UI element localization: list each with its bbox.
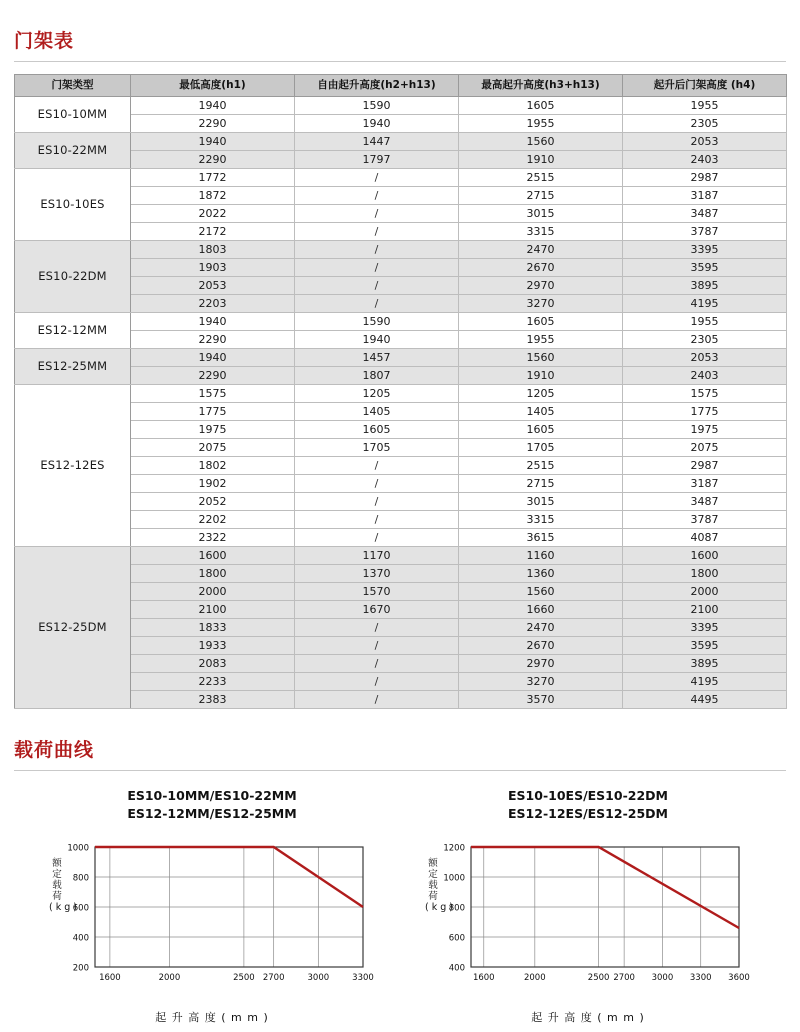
table-row [15, 222, 787, 240]
table-cell: 1670 [295, 600, 459, 618]
table-cell: 2052 [131, 492, 295, 510]
svg-text:3300: 3300 [352, 972, 374, 983]
table-cell: 4087 [623, 528, 787, 546]
chart-1-plot [47, 833, 377, 1003]
table-row [15, 546, 787, 564]
table-cell: 2290 [131, 330, 295, 348]
table-cell: 3395 [623, 240, 787, 258]
table-cell: 1940 [295, 330, 459, 348]
chart-block-1 [24, 787, 400, 1025]
table-cell: 3895 [623, 654, 787, 672]
load-curve-charts [14, 783, 786, 1025]
column-header-free-lift-height: 自由起升高度(h2+h13) [295, 75, 459, 97]
table-cell: / [295, 276, 459, 294]
table-cell: 2515 [459, 168, 623, 186]
table-cell: 2987 [623, 456, 787, 474]
table-cell: 2290 [131, 366, 295, 384]
svg-text:1600: 1600 [99, 972, 121, 983]
table-cell: 1560 [459, 348, 623, 366]
table-cell: 1940 [131, 132, 295, 150]
table-cell: 2100 [131, 600, 295, 618]
table-cell: 2022 [131, 204, 295, 222]
title-divider-2 [14, 770, 786, 771]
table-row [15, 492, 787, 510]
table-row [15, 114, 787, 132]
table-cell: 3595 [623, 636, 787, 654]
table-row [15, 600, 787, 618]
table-cell: 1955 [459, 330, 623, 348]
table-row [15, 420, 787, 438]
svg-text:600: 600 [448, 933, 465, 944]
table-cell: / [295, 240, 459, 258]
svg-text:2000: 2000 [523, 972, 546, 983]
table-cell: 4195 [623, 672, 787, 690]
table-cell: 3270 [459, 294, 623, 312]
table-cell: / [295, 258, 459, 276]
table-cell: 3015 [459, 492, 623, 510]
table-cell: 3615 [459, 528, 623, 546]
table-cell: / [295, 204, 459, 222]
svg-text:3000: 3000 [651, 972, 674, 983]
chart-2-title [508, 787, 668, 823]
table-cell: 3895 [623, 276, 787, 294]
table-cell: 3187 [623, 474, 787, 492]
table-row [15, 348, 787, 366]
table-cell: / [295, 672, 459, 690]
table-cell: 2075 [131, 438, 295, 456]
table-cell: 1205 [295, 384, 459, 402]
table-cell: 1802 [131, 456, 295, 474]
table-cell: 1803 [131, 240, 295, 258]
table-cell: 1600 [131, 546, 295, 564]
svg-text:2000: 2000 [158, 972, 181, 983]
table-cell: 3315 [459, 510, 623, 528]
table-cell: 2383 [131, 690, 295, 708]
mast-table [14, 74, 787, 709]
table-row [15, 168, 787, 186]
svg-text:2700: 2700 [262, 972, 285, 983]
chart-1-svg [47, 833, 377, 1003]
mast-type-cell: ES12-12ES [15, 384, 131, 546]
table-cell: 1800 [131, 564, 295, 582]
table-cell: 2322 [131, 528, 295, 546]
table-row [15, 186, 787, 204]
table-cell: 1457 [295, 348, 459, 366]
page-title-mast-table: 门架表 [14, 30, 75, 52]
table-cell: 1940 [131, 312, 295, 330]
table-cell: 1590 [295, 96, 459, 114]
chart-2-y-axis-label-text: 额 定 载 荷 [428, 857, 438, 902]
table-cell: 1940 [295, 114, 459, 132]
mast-type-cell: ES12-25MM [15, 348, 131, 384]
chart-2-x-axis-label: 起 升 高 度 ( m m ) [531, 1010, 645, 1024]
table-cell: 1570 [295, 582, 459, 600]
table-cell: 1447 [295, 132, 459, 150]
table-row [15, 582, 787, 600]
table-cell: 3787 [623, 222, 787, 240]
svg-text:3000: 3000 [307, 972, 330, 983]
table-row [15, 204, 787, 222]
table-cell: 2202 [131, 510, 295, 528]
table-cell: 1170 [295, 546, 459, 564]
table-row [15, 330, 787, 348]
svg-text:400: 400 [72, 933, 89, 944]
table-cell: 1940 [131, 96, 295, 114]
chart-1-title [127, 787, 296, 823]
chart-2-svg [423, 833, 753, 1003]
table-cell: 1575 [623, 384, 787, 402]
table-cell: 2233 [131, 672, 295, 690]
svg-text:600: 600 [72, 903, 89, 914]
chart-1-y-axis-label [49, 857, 78, 914]
table-cell: 1910 [459, 150, 623, 168]
svg-text:800: 800 [448, 903, 465, 914]
table-cell: / [295, 618, 459, 636]
table-row [15, 690, 787, 708]
table-cell: 2305 [623, 114, 787, 132]
table-cell: 3270 [459, 672, 623, 690]
chart-1-y-axis-label-text: 额 定 载 荷 [52, 857, 62, 902]
table-row [15, 402, 787, 420]
table-cell: 1797 [295, 150, 459, 168]
table-row [15, 240, 787, 258]
chart-2-y-axis-unit: ( k g ) [425, 901, 454, 913]
table-cell: / [295, 294, 459, 312]
column-header-extended-mast-height: 起升后门架高度 (h4) [623, 75, 787, 97]
table-cell: 1903 [131, 258, 295, 276]
table-row [15, 150, 787, 168]
chart-1-title-line-2: ES12-12MM/ES12-25MM [127, 805, 297, 821]
column-header-mast-type: 门架类型 [15, 75, 131, 97]
table-row [15, 438, 787, 456]
table-cell: 2987 [623, 168, 787, 186]
table-row [15, 474, 787, 492]
table-cell: 2670 [459, 258, 623, 276]
svg-text:3600: 3600 [728, 972, 750, 983]
table-cell: 1955 [623, 312, 787, 330]
table-cell: / [295, 654, 459, 672]
chart-2-plot [423, 833, 753, 1003]
table-row [15, 96, 787, 114]
table-row [15, 312, 787, 330]
table-cell: 1560 [459, 582, 623, 600]
column-header-min-height: 最低高度(h1) [131, 75, 295, 97]
table-cell: 3487 [623, 204, 787, 222]
table-cell: / [295, 186, 459, 204]
table-cell: 3187 [623, 186, 787, 204]
table-row [15, 258, 787, 276]
table-cell: 1405 [295, 402, 459, 420]
mast-type-cell: ES12-12MM [15, 312, 131, 348]
table-cell: 1910 [459, 366, 623, 384]
chart-1-y-axis-unit: ( k g ) [49, 901, 78, 913]
table-cell: 1160 [459, 546, 623, 564]
table-cell: 2053 [623, 348, 787, 366]
table-cell: 3315 [459, 222, 623, 240]
table-cell: 1600 [623, 546, 787, 564]
table-cell: 2403 [623, 150, 787, 168]
table-cell: 1833 [131, 618, 295, 636]
table-cell: 2970 [459, 654, 623, 672]
mast-table-body [15, 96, 787, 708]
table-cell: 1940 [131, 348, 295, 366]
svg-text:800: 800 [72, 873, 89, 884]
table-row [15, 384, 787, 402]
table-cell: 1800 [623, 564, 787, 582]
table-cell: / [295, 510, 459, 528]
table-cell: 2305 [623, 330, 787, 348]
table-cell: 1405 [459, 402, 623, 420]
table-cell: 1775 [623, 402, 787, 420]
table-cell: 2053 [131, 276, 295, 294]
table-cell: 2970 [459, 276, 623, 294]
mast-type-cell: ES10-22MM [15, 132, 131, 168]
table-cell: 1360 [459, 564, 623, 582]
svg-text:2500: 2500 [587, 972, 610, 983]
mast-type-cell: ES10-10MM [15, 96, 131, 132]
svg-text:1600: 1600 [472, 972, 495, 983]
table-cell: 2172 [131, 222, 295, 240]
table-cell: 1605 [459, 96, 623, 114]
svg-text:1200: 1200 [443, 843, 465, 854]
table-cell: / [295, 636, 459, 654]
table-cell: 1205 [459, 384, 623, 402]
table-cell: 3487 [623, 492, 787, 510]
table-cell: 4195 [623, 294, 787, 312]
chart-2-title-line-2: ES12-12ES/ES12-25DM [508, 805, 668, 821]
mast-table-head [15, 75, 787, 97]
table-cell: 1772 [131, 168, 295, 186]
table-cell: 3395 [623, 618, 787, 636]
table-cell: 1370 [295, 564, 459, 582]
table-cell: 2000 [623, 582, 787, 600]
table-header-row [15, 75, 787, 97]
table-row [15, 636, 787, 654]
mast-type-cell: ES12-25DM [15, 546, 131, 708]
table-cell: 3595 [623, 258, 787, 276]
table-cell: / [295, 528, 459, 546]
chart-2-title-line-1: ES10-10ES/ES10-22DM [508, 787, 668, 803]
table-cell: 2715 [459, 474, 623, 492]
svg-text:3300: 3300 [689, 972, 712, 983]
table-row [15, 528, 787, 546]
table-cell: 1605 [295, 420, 459, 438]
table-cell: 1807 [295, 366, 459, 384]
svg-text:200: 200 [72, 963, 89, 974]
table-cell: 4495 [623, 690, 787, 708]
table-row [15, 276, 787, 294]
page-title-load-curve: 载荷曲线 [14, 738, 95, 761]
table-cell: 1605 [459, 312, 623, 330]
table-cell: 1955 [459, 114, 623, 132]
svg-text:2500: 2500 [233, 972, 255, 983]
table-cell: 2290 [131, 114, 295, 132]
mast-type-cell: ES10-22DM [15, 240, 131, 312]
table-cell: 2000 [131, 582, 295, 600]
table-cell: 2470 [459, 240, 623, 258]
table-cell: / [295, 222, 459, 240]
svg-text:400: 400 [448, 963, 465, 974]
table-row [15, 654, 787, 672]
table-cell: 3787 [623, 510, 787, 528]
table-cell: 1660 [459, 600, 623, 618]
table-cell: 2075 [623, 438, 787, 456]
svg-text:1000: 1000 [67, 843, 89, 854]
chart-1-x-axis-label: 起 升 高 度 ( m m ) [155, 1010, 269, 1024]
chart-1-title-line-1: ES10-10MM/ES10-22MM [127, 787, 297, 803]
table-cell: 2715 [459, 186, 623, 204]
title-divider [14, 61, 786, 62]
table-cell: 2083 [131, 654, 295, 672]
table-cell: 3015 [459, 204, 623, 222]
table-row [15, 366, 787, 384]
table-cell: / [295, 168, 459, 186]
table-cell: 3570 [459, 690, 623, 708]
mast-type-cell: ES10-10ES [15, 168, 131, 240]
table-cell: 1955 [623, 96, 787, 114]
table-cell: 1975 [623, 420, 787, 438]
table-cell: / [295, 474, 459, 492]
table-cell: / [295, 690, 459, 708]
table-cell: 2203 [131, 294, 295, 312]
table-cell: 2515 [459, 456, 623, 474]
table-cell: / [295, 492, 459, 510]
table-cell: 1605 [459, 420, 623, 438]
table-cell: 1902 [131, 474, 295, 492]
table-cell: 2670 [459, 636, 623, 654]
table-cell: 1575 [131, 384, 295, 402]
table-cell: 1872 [131, 186, 295, 204]
table-cell: 1590 [295, 312, 459, 330]
table-row [15, 456, 787, 474]
svg-text:1000: 1000 [443, 873, 465, 884]
table-cell: 2403 [623, 366, 787, 384]
table-cell: 2100 [623, 600, 787, 618]
chart-block-2 [400, 787, 776, 1025]
table-row [15, 132, 787, 150]
table-cell: 1975 [131, 420, 295, 438]
table-cell: 2290 [131, 150, 295, 168]
table-cell: 1705 [295, 438, 459, 456]
table-row [15, 618, 787, 636]
table-cell: 1933 [131, 636, 295, 654]
table-row [15, 672, 787, 690]
table-cell: 1775 [131, 402, 295, 420]
svg-text:2700: 2700 [613, 972, 635, 983]
table-row [15, 294, 787, 312]
table-cell: 2053 [623, 132, 787, 150]
table-row [15, 564, 787, 582]
table-cell: / [295, 456, 459, 474]
table-cell: 1705 [459, 438, 623, 456]
table-cell: 2470 [459, 618, 623, 636]
table-cell: 1560 [459, 132, 623, 150]
table-row [15, 510, 787, 528]
column-header-max-lift-height: 最高起升高度(h3+h13) [459, 75, 623, 97]
